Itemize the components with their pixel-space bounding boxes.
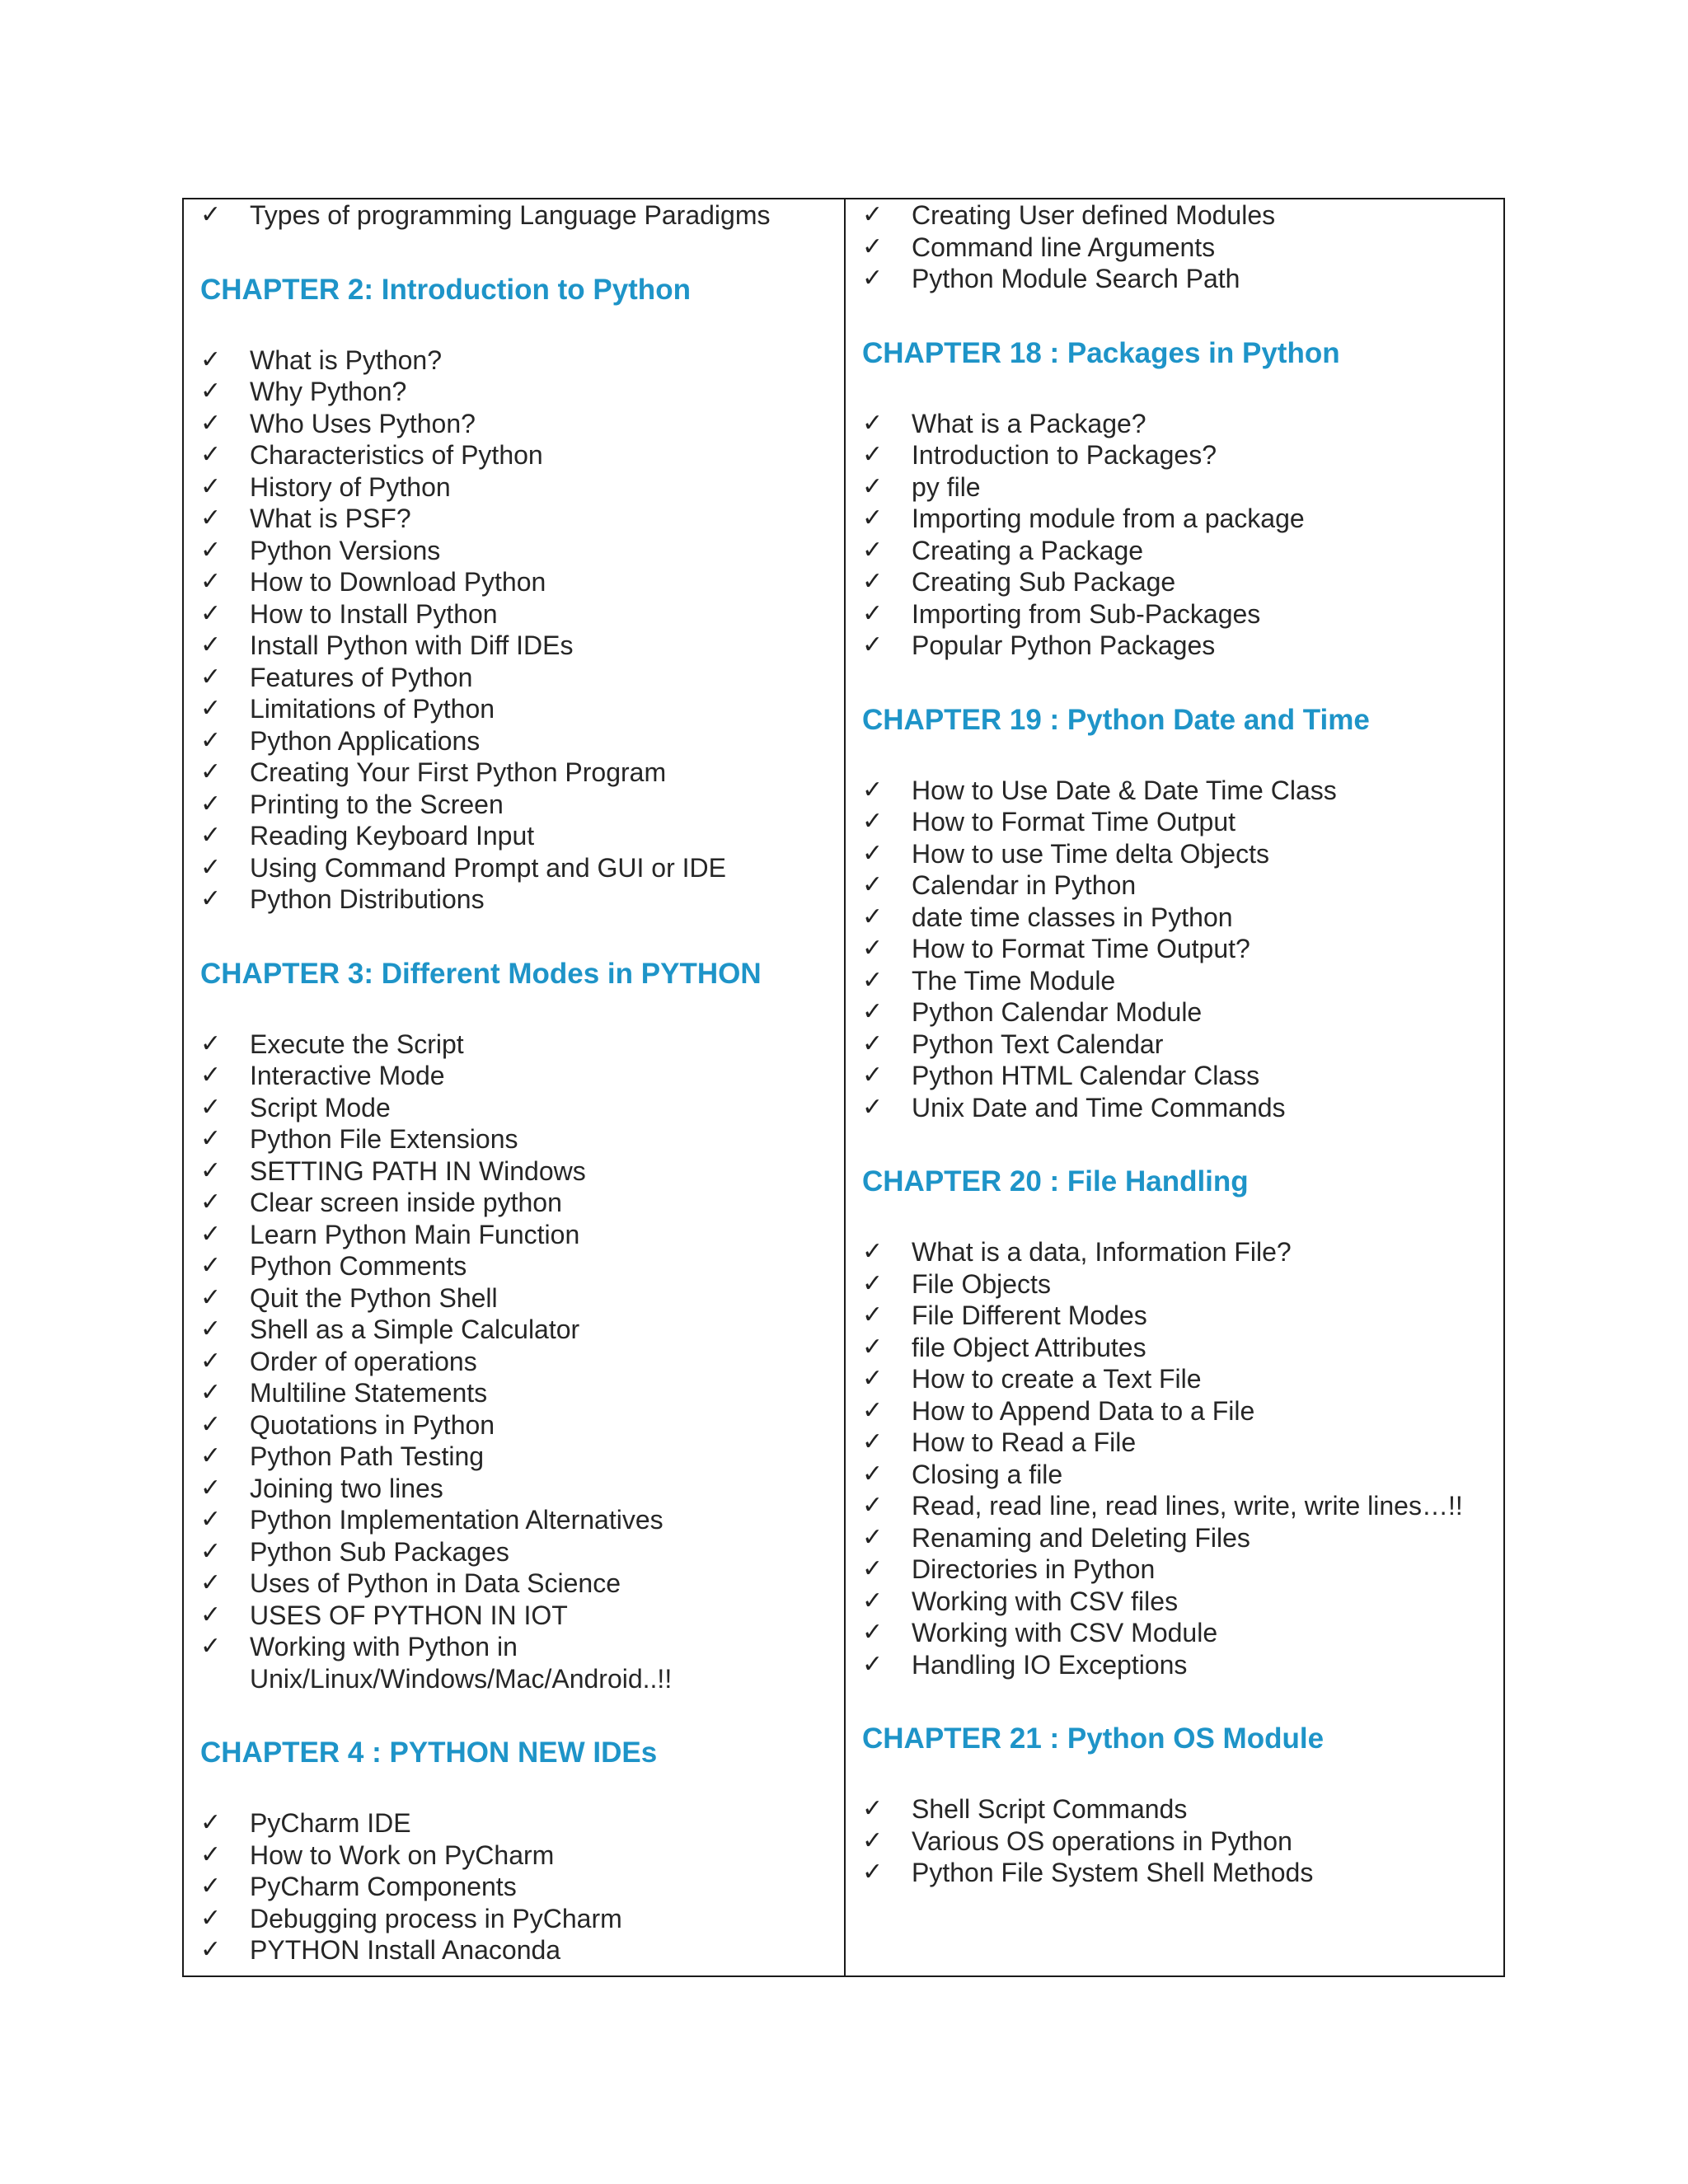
checkmark-icon: ✓: [862, 997, 884, 1026]
list-item-label: PyCharm Components: [250, 1872, 517, 1901]
list-item: [200, 1282, 836, 1315]
list-item-label: Multiline Statements: [250, 1378, 488, 1408]
checkmark-icon: ✓: [200, 1251, 222, 1280]
list-item-label: Python Sub Packages: [250, 1536, 509, 1567]
checkmark-icon: ✓: [862, 1586, 884, 1615]
section-gap: [200, 1694, 836, 1736]
checkmark-icon: ✓: [200, 1473, 222, 1502]
list-item: [862, 1586, 1495, 1618]
list-item: [200, 344, 836, 377]
list-item-label: How to Install Python: [250, 598, 498, 629]
checkmark-icon: ✓: [200, 1409, 222, 1439]
checkmark-icon: ✓: [862, 1237, 884, 1266]
list-item-label: How to Work on PyCharm: [250, 1840, 555, 1870]
list-item: [862, 965, 1495, 997]
list-item-label: Directories in Python: [912, 1554, 1156, 1584]
checkmark-icon: ✓: [862, 1618, 884, 1647]
checkmark-icon: ✓: [862, 630, 884, 659]
checkmark-icon: ✓: [862, 775, 884, 804]
list-item-label: Python HTML Calendar Class: [912, 1061, 1260, 1090]
list-item-label: Interactive Mode: [250, 1061, 445, 1090]
list-item: [200, 503, 836, 535]
checkmark-icon: ✓: [200, 1378, 222, 1407]
checkmark-icon: ✓: [862, 1061, 884, 1090]
checkmark-icon: ✓: [862, 1554, 884, 1583]
checkmark-icon: ✓: [862, 1092, 884, 1122]
list-item-label: date time classes in Python: [912, 902, 1233, 932]
list-item: [862, 869, 1495, 902]
checkmark-icon: ✓: [862, 264, 884, 293]
list-item-label: Joining two lines: [250, 1473, 443, 1503]
checkmark-icon: ✓: [200, 1282, 222, 1312]
list-item: [200, 789, 836, 821]
chapter-section: [200, 1736, 836, 1966]
list-item: [862, 806, 1495, 838]
section-gap: [862, 1123, 1495, 1165]
list-item-label: Creating Your First Python Program: [250, 757, 667, 787]
checkmark-icon: ✓: [862, 598, 884, 628]
list-item: [862, 1300, 1495, 1332]
checkmark-icon: ✓: [200, 1600, 222, 1629]
chapter-section: [862, 1165, 1495, 1680]
list-item-label: Features of Python: [250, 662, 473, 692]
checkmark-icon: ✓: [862, 807, 884, 836]
list-item: [200, 566, 836, 598]
list-item: [200, 852, 836, 884]
list-item-label: How to Format Time Output: [912, 807, 1236, 837]
checkmark-icon: ✓: [200, 200, 222, 229]
checkmark-icon: ✓: [200, 1903, 222, 1933]
list-item: [862, 232, 1495, 264]
list-item: [862, 1617, 1495, 1649]
checkmark-icon: ✓: [862, 1301, 884, 1329]
chapter-title-chapter-19-python-date-and-time: CHAPTER 19 : Python Date and Time: [862, 703, 1370, 736]
list-item-label: Using Command Prompt and GUI or IDE: [250, 852, 726, 883]
list-item: [862, 1060, 1495, 1092]
list-item-label: How to Use Date & Date Time Class: [912, 775, 1337, 805]
list-item: [200, 376, 836, 408]
chapter-section: [862, 704, 1495, 1124]
checkmark-icon: ✓: [200, 535, 222, 565]
checkmark-icon: ✓: [862, 902, 884, 931]
list-item-label: How to Read a File: [912, 1427, 1137, 1457]
checkmark-icon: ✓: [200, 1935, 222, 1964]
checkmark-icon: ✓: [862, 232, 884, 261]
list-item: [862, 263, 1495, 295]
list-item-label: py file: [912, 471, 981, 502]
list-item-label: Python Calendar Module: [912, 997, 1203, 1027]
list-item: [200, 1504, 836, 1536]
list-item: [200, 1314, 836, 1346]
list-item: [862, 1857, 1495, 1889]
checkmark-icon: ✓: [862, 1427, 884, 1456]
list-item-label: PYTHON Install Anaconda: [250, 1935, 561, 1965]
list-item: [200, 662, 836, 694]
chapter-title-chapter-4-python-new-ides: CHAPTER 4 : PYTHON NEW IDEs: [200, 1736, 658, 1769]
list-item: [200, 1219, 836, 1251]
list-item-label: Shell as a Simple Calculator: [250, 1315, 580, 1344]
list-item-label: Python Comments: [250, 1251, 467, 1281]
checkmark-icon: ✓: [200, 884, 222, 913]
chapter-section: [862, 199, 1495, 295]
checkmark-icon: ✓: [200, 408, 222, 438]
list-item: [862, 838, 1495, 870]
list-item-label: USES OF PYTHON IN IOT: [250, 1600, 568, 1630]
list-item-label: file Object Attributes: [912, 1332, 1146, 1362]
checkmark-icon: ✓: [200, 1632, 222, 1661]
section-gap: [200, 916, 836, 958]
list-item: [862, 630, 1495, 662]
list-item-label: History of Python: [250, 471, 451, 502]
list-item-label: What is a data, Information File?: [912, 1237, 1292, 1267]
list-item: [862, 439, 1495, 471]
checkmark-icon: ✓: [200, 1568, 222, 1597]
checkmark-icon: ✓: [200, 440, 222, 469]
list-item-label: Python File System Shell Methods: [912, 1858, 1314, 1887]
list-item: [200, 408, 836, 440]
list-item-label: Characteristics of Python: [250, 440, 543, 470]
list-item: [200, 1568, 836, 1600]
list-item-label: Python Text Calendar: [912, 1029, 1164, 1059]
list-item-label: Clear screen inside python: [250, 1188, 562, 1217]
list-item: [200, 1029, 836, 1061]
checkmark-icon: ✓: [200, 1029, 222, 1058]
checkmark-icon: ✓: [862, 1491, 884, 1520]
list-item-label: Importing module from a package: [912, 504, 1305, 533]
list-item: [862, 996, 1495, 1029]
list-item-label: Python Versions: [250, 535, 441, 565]
list-item: [862, 1649, 1495, 1681]
list-item-label: Handling IO Exceptions: [912, 1649, 1188, 1680]
list-item: [200, 1092, 836, 1124]
section-gap: [200, 232, 836, 274]
list-item-label: What is PSF?: [250, 504, 411, 533]
checkmark-icon: ✓: [200, 630, 222, 659]
list-item: [862, 775, 1495, 807]
list-item-label: PyCharm IDE: [250, 1808, 411, 1838]
checkmark-icon: ✓: [862, 200, 884, 229]
checkmark-icon: ✓: [862, 408, 884, 438]
checkmark-icon: ✓: [200, 1315, 222, 1343]
list-item-label: Reading Keyboard Input: [250, 821, 535, 851]
list-item-label: Python Module Search Path: [912, 264, 1240, 293]
checkmark-icon: ✓: [200, 1155, 222, 1185]
list-item: [862, 1459, 1495, 1491]
list-item-label: Popular Python Packages: [912, 630, 1216, 660]
list-item: [200, 1903, 836, 1935]
checkmark-icon: ✓: [862, 1825, 884, 1855]
list-item-label: Creating Sub Package: [912, 567, 1176, 597]
checkmark-icon: ✓: [200, 1346, 222, 1376]
list-item: [200, 535, 836, 567]
list-item: [862, 1793, 1495, 1825]
checkmark-icon: ✓: [862, 1332, 884, 1361]
chapter-title-chapter-20-file-handling: CHAPTER 20 : File Handling: [862, 1165, 1249, 1197]
checkmark-icon: ✓: [200, 1219, 222, 1249]
list-item-label: Why Python?: [250, 377, 407, 406]
list-item: [862, 199, 1495, 232]
checkmark-icon: ✓: [200, 852, 222, 882]
list-item: [200, 1123, 836, 1155]
list-item-label: Read, read line, read lines, write, write lines…!!: [912, 1491, 1463, 1521]
list-item: [200, 439, 836, 471]
list-item: [862, 1363, 1495, 1395]
checkmark-icon: ✓: [200, 1061, 222, 1090]
list-item: [200, 630, 836, 662]
list-item-label: Working with CSV Module: [912, 1618, 1218, 1647]
list-item: [862, 1092, 1495, 1124]
checkmark-icon: ✓: [862, 440, 884, 469]
list-item: [200, 1934, 836, 1966]
chapter-section: [862, 1722, 1495, 1889]
list-item-label: Who Uses Python?: [250, 408, 476, 438]
list-item-label: File Different Modes: [912, 1301, 1147, 1330]
list-item: [200, 1441, 836, 1473]
chapter-title-chapter-2-introduction-to-python: CHAPTER 2: Introduction to Python: [200, 273, 691, 306]
list-item-label: Order of operations: [250, 1346, 477, 1376]
list-item: [862, 933, 1495, 965]
chapter-title-chapter-18-packages-in-python: CHAPTER 18 : Packages in Python: [862, 336, 1340, 369]
list-item: [862, 503, 1495, 535]
checkmark-icon: ✓: [862, 934, 884, 963]
list-item: [862, 471, 1495, 504]
list-item-label: Debugging process in PyCharm: [250, 1903, 622, 1933]
list-item: [200, 1600, 836, 1632]
list-item: [862, 1427, 1495, 1459]
list-item-label: Command line Arguments: [912, 232, 1216, 262]
checkmark-icon: ✓: [200, 789, 222, 818]
list-item: [200, 1155, 836, 1188]
checkmark-icon: ✓: [200, 1124, 222, 1153]
list-item-label: Renaming and Deleting Files: [912, 1522, 1250, 1553]
list-item-label: What is Python?: [250, 344, 442, 375]
checkmark-icon: ✓: [200, 1505, 222, 1534]
checkmark-icon: ✓: [200, 504, 222, 532]
list-item-label: How to Append Data to a File: [912, 1395, 1255, 1426]
checkmark-icon: ✓: [200, 821, 222, 850]
checkmark-icon: ✓: [200, 344, 222, 374]
list-item-label: Working with Python in Unix/Linux/Windows/Mac/Android..!!: [250, 1632, 673, 1694]
list-item-label: How to create a Text File: [912, 1364, 1202, 1394]
right-column: [846, 199, 1503, 1975]
checkmark-icon: ✓: [862, 504, 884, 532]
list-item-label: Printing to the Screen: [250, 789, 504, 819]
checkmark-icon: ✓: [862, 838, 884, 868]
checkmark-icon: ✓: [862, 567, 884, 596]
list-item: [200, 471, 836, 504]
checkmark-icon: ✓: [200, 377, 222, 405]
list-item-label: Python Distributions: [250, 884, 485, 914]
list-item: [200, 199, 836, 232]
list-item: [200, 1536, 836, 1568]
checkmark-icon: ✓: [200, 598, 222, 628]
checkmark-icon: ✓: [862, 471, 884, 501]
section-gap: [862, 662, 1495, 704]
checkmark-icon: ✓: [200, 567, 222, 596]
list-item: [862, 1490, 1495, 1522]
chapter-section: [200, 274, 836, 916]
list-item: [200, 598, 836, 630]
list-item: [200, 1840, 836, 1872]
list-item: [200, 757, 836, 789]
list-item: [200, 1377, 836, 1409]
checkmark-icon: ✓: [200, 1441, 222, 1470]
list-item: [862, 1395, 1495, 1427]
list-item-label: Script Mode: [250, 1092, 391, 1122]
list-item: [200, 1060, 836, 1092]
list-item: [862, 1825, 1495, 1858]
list-item: [862, 566, 1495, 598]
list-item: [200, 1250, 836, 1282]
checkmark-icon: ✓: [200, 1536, 222, 1566]
list-item: [862, 408, 1495, 440]
chapter-section: [200, 958, 836, 1695]
checkmark-icon: ✓: [862, 870, 884, 899]
list-item: [200, 883, 836, 916]
checkmark-icon: ✓: [200, 757, 222, 786]
checkmark-icon: ✓: [200, 1188, 222, 1216]
list-item-label: What is a Package?: [912, 408, 1146, 438]
list-item-label: Unix Date and Time Commands: [912, 1092, 1286, 1122]
checkmark-icon: ✓: [862, 1522, 884, 1552]
checkmark-icon: ✓: [200, 662, 222, 691]
list-item: [200, 1871, 836, 1903]
list-item-label: How to use Time delta Objects: [912, 838, 1269, 869]
checkmark-icon: ✓: [200, 1872, 222, 1900]
list-item-label: Python Applications: [250, 725, 481, 756]
list-item-label: Learn Python Main Function: [250, 1219, 580, 1249]
list-item: [200, 1807, 836, 1840]
checkmark-icon: ✓: [862, 1364, 884, 1393]
checkmark-icon: ✓: [862, 535, 884, 565]
list-item-label: Limitations of Python: [250, 694, 495, 724]
left-column: [184, 199, 846, 1975]
chapter-title-chapter-3-different-modes-in-python: CHAPTER 3: Different Modes in PYTHON: [200, 957, 762, 990]
list-item: [200, 1409, 836, 1441]
list-item: [862, 1029, 1495, 1061]
list-item-label: How to Download Python: [250, 567, 546, 597]
checkmark-icon: ✓: [862, 1858, 884, 1886]
list-item-label: SETTING PATH IN Windows: [250, 1155, 586, 1186]
list-item-label: The Time Module: [912, 965, 1116, 996]
checkmark-icon: ✓: [862, 1268, 884, 1298]
chapter-title-chapter-21-python-os-module: CHAPTER 21 : Python OS Module: [862, 1722, 1325, 1755]
list-item: [200, 1473, 836, 1505]
list-item: [200, 820, 836, 852]
list-item: [200, 1631, 836, 1694]
list-item: [862, 1268, 1495, 1301]
list-item-label: Python Implementation Alternatives: [250, 1505, 663, 1535]
list-item: [862, 598, 1495, 630]
list-item-label: Working with CSV files: [912, 1586, 1179, 1616]
list-item-label: Calendar in Python: [912, 870, 1137, 900]
list-item-label: Execute the Script: [250, 1029, 464, 1059]
list-item-label: Python Path Testing: [250, 1441, 485, 1471]
list-item-label: Types of programming Language Paradigms: [250, 200, 771, 230]
checkmark-icon: ✓: [862, 1029, 884, 1058]
list-item-label: How to Format Time Output?: [912, 934, 1250, 963]
list-item: [200, 725, 836, 757]
checkmark-icon: ✓: [862, 1395, 884, 1425]
checkmark-icon: ✓: [200, 725, 222, 755]
list-item-label: Shell Script Commands: [912, 1794, 1188, 1824]
chapter-section: [200, 199, 836, 232]
checkmark-icon: ✓: [200, 1840, 222, 1869]
list-item: [862, 535, 1495, 567]
list-item-label: Closing a file: [912, 1459, 1063, 1489]
section-gap: [862, 1680, 1495, 1722]
table-of-contents: [182, 198, 1505, 1977]
checkmark-icon: ✓: [862, 1459, 884, 1488]
checkmark-icon: ✓: [200, 471, 222, 501]
list-item-label: Introduction to Packages?: [912, 440, 1217, 470]
list-item: [862, 1554, 1495, 1586]
checkmark-icon: ✓: [200, 694, 222, 723]
chapter-section: [862, 337, 1495, 662]
list-item-label: Creating User defined Modules: [912, 200, 1276, 230]
list-item-label: Python File Extensions: [250, 1124, 518, 1154]
checkmark-icon: ✓: [200, 1092, 222, 1122]
list-item-label: Install Python with Diff IDEs: [250, 630, 574, 660]
list-item-label: Uses of Python in Data Science: [250, 1568, 621, 1598]
list-item: [862, 1236, 1495, 1268]
checkmark-icon: ✓: [862, 965, 884, 995]
checkmark-icon: ✓: [862, 1794, 884, 1823]
list-item: [200, 1187, 836, 1219]
list-item-label: Creating a Package: [912, 535, 1144, 565]
list-item: [862, 902, 1495, 934]
checkmark-icon: ✓: [862, 1649, 884, 1679]
list-item-label: File Objects: [912, 1268, 1051, 1299]
list-item: [862, 1332, 1495, 1364]
list-item-label: Quit the Python Shell: [250, 1282, 498, 1313]
list-item: [862, 1522, 1495, 1554]
list-item: [200, 693, 836, 725]
list-item-label: Importing from Sub-Packages: [912, 598, 1261, 629]
list-item: [200, 1346, 836, 1378]
section-gap: [862, 295, 1495, 337]
checkmark-icon: ✓: [200, 1808, 222, 1837]
list-item-label: Various OS operations in Python: [912, 1825, 1292, 1856]
list-item-label: Quotations in Python: [250, 1409, 495, 1440]
